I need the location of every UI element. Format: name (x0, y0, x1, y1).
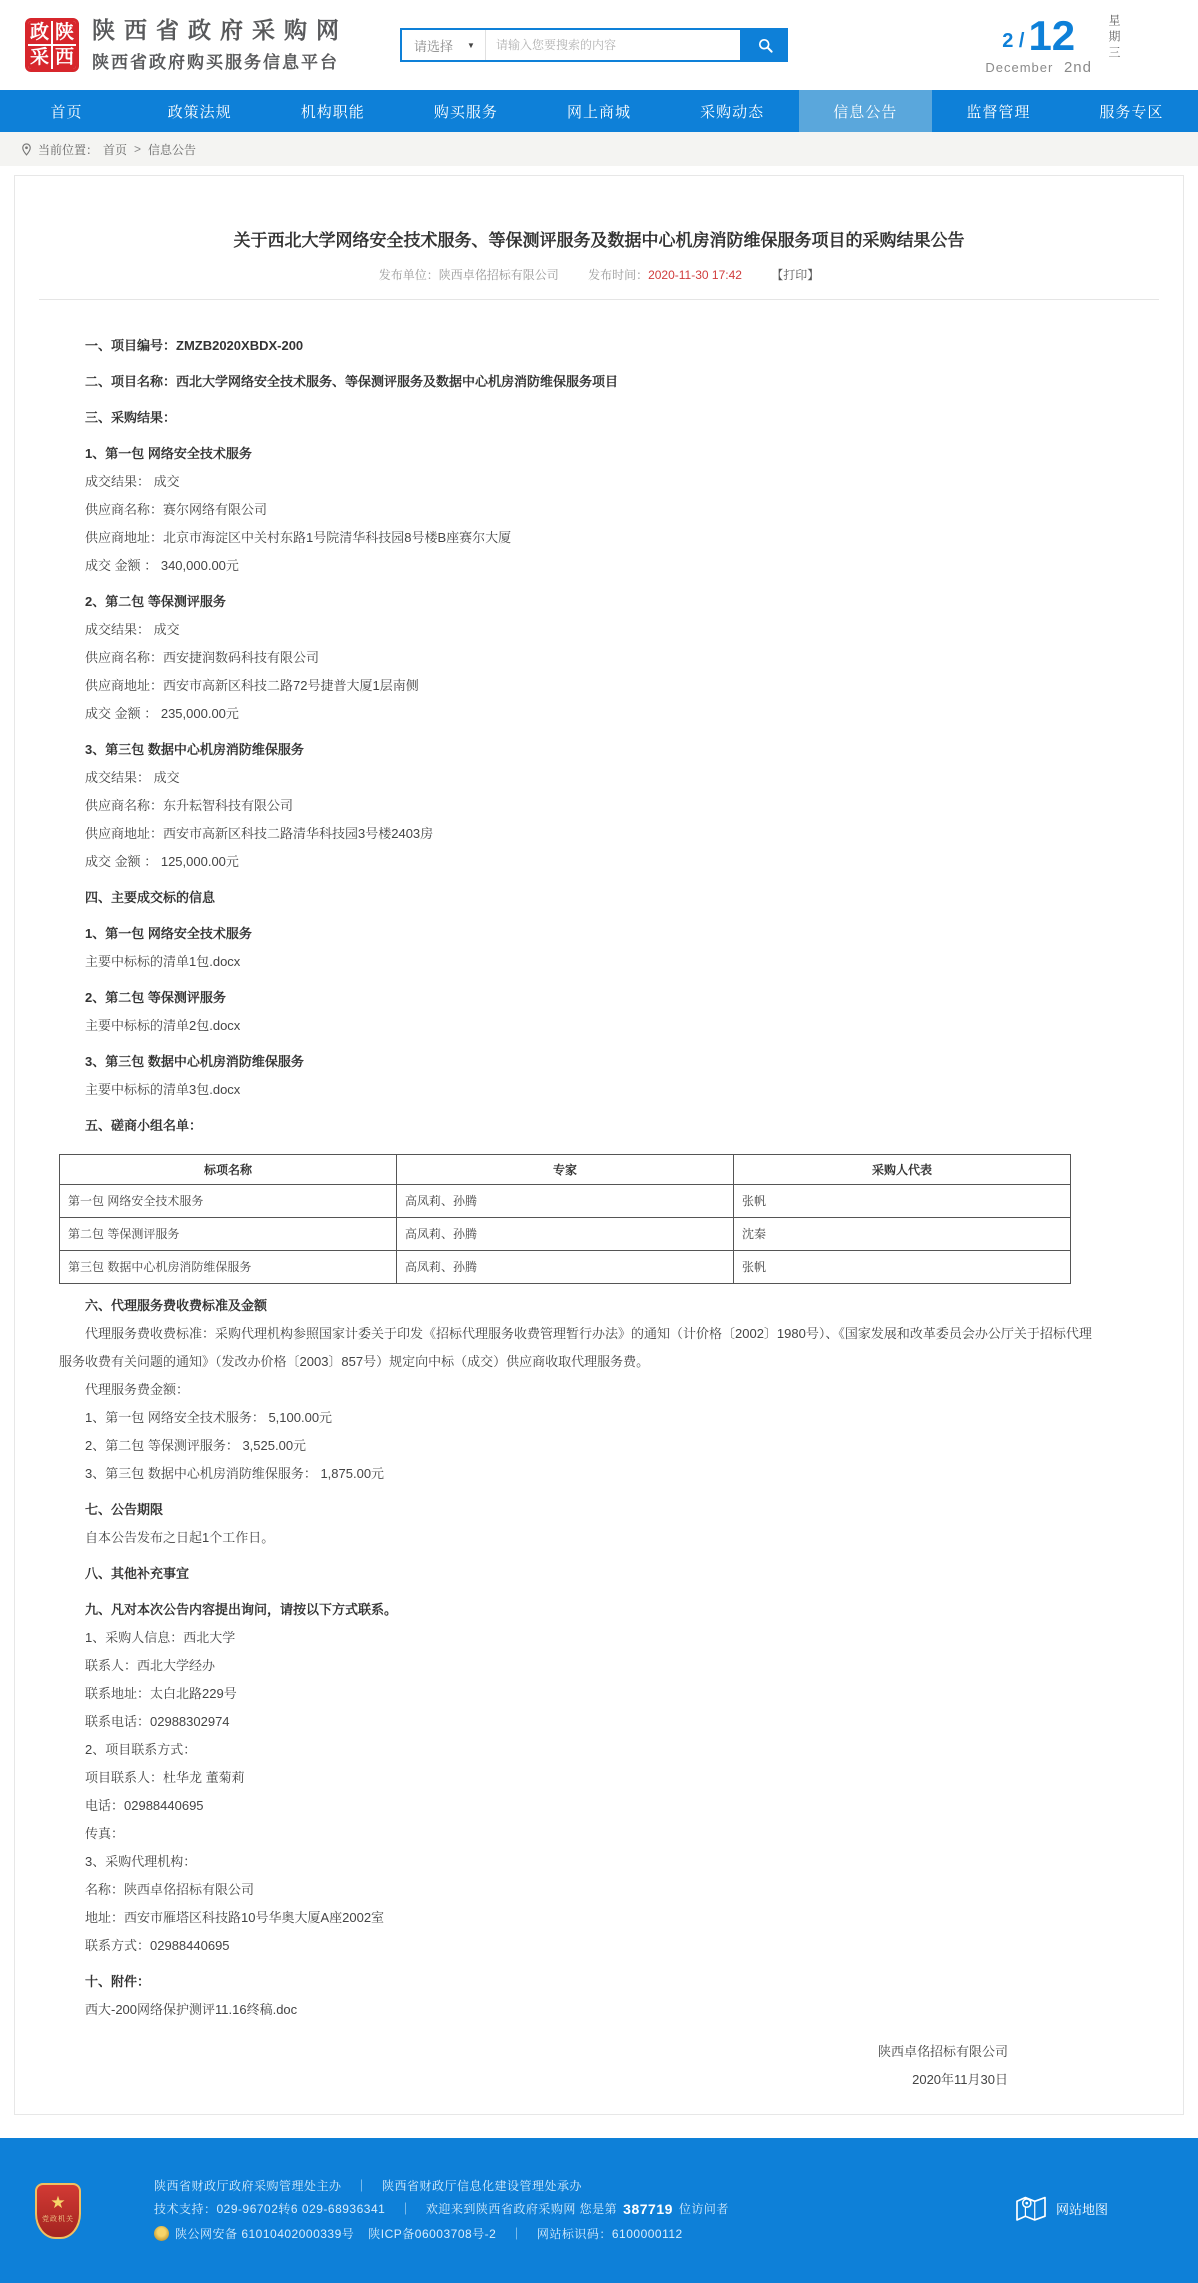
shield-star-icon: ★ (50, 2192, 66, 2212)
date-month-name: December (985, 59, 1054, 75)
table-cell: 高凤莉、孙腾 (397, 1218, 734, 1251)
gov-emblem-logo (35, 2183, 81, 2239)
article-paragraph: 九、凡对本次公告内容提出询问，请按以下方式联系。 (85, 1602, 398, 1618)
search-bar (400, 28, 788, 62)
top-header (0, 0, 1198, 90)
article-paragraph: 供应商名称：赛尔网络有限公司 (85, 502, 268, 518)
table-header-cell: 采购人代表 (734, 1155, 1071, 1185)
article-paragraph: 四、主要成交标的信息 (85, 890, 216, 906)
table-cell: 张帆 (734, 1251, 1071, 1284)
date-month-number: 2 / (1002, 29, 1025, 52)
article-paragraph: 成交 金额 ： 340,000.00元 (85, 558, 239, 574)
table-cell: 张帆 (734, 1185, 1071, 1218)
nav-item-service-zone[interactable]: 服务专区 (1099, 103, 1164, 121)
footer-line-1 (154, 2180, 729, 2192)
article-paragraph: 1、第一包 网络安全技术服务： 5,100.00元 (85, 1410, 333, 1426)
attachment-link[interactable]: 西大-200网络保护测评11.16终稿.doc (85, 2002, 298, 2018)
footer-separator: ｜ (355, 2179, 369, 2194)
article-paragraph: 供应商地址：西安市高新区科技二路清华科技园3号楼2403房 (85, 826, 434, 842)
logo-char: 西 (54, 47, 74, 68)
article-paragraph: 3、采购代理机构： (85, 1854, 197, 1870)
article-paragraph: 联系电话：02988302974 (85, 1714, 230, 1730)
table-row (60, 1251, 1071, 1284)
article-paragraph: 地址：西安市雁塔区科技路10号华奥大厦A座2002室 (85, 1910, 385, 1926)
article-paragraph: 1、第一包 网络安全技术服务 (85, 446, 252, 462)
article-paragraph: 七、公告期限 (85, 1502, 164, 1518)
publish-time-value: 2020-11-30 17:42 (648, 268, 742, 283)
footer-welcome-text: 欢迎来到陕西省政府采购网 您是第 (425, 2202, 618, 2217)
search-icon (757, 37, 774, 54)
search-category-label: 请选择 (414, 38, 454, 54)
table-header-cell: 标项名称 (60, 1155, 397, 1185)
sitemap-icon (1015, 2194, 1047, 2222)
security-badge-icon (154, 2226, 169, 2241)
sitemap-label: 网站地图 (1055, 2201, 1108, 2217)
page-title: 关于西北大学网络安全技术服务、等保测评服务及数据中心机房消防维保服务项目的采购结果公告 (233, 231, 965, 250)
footer-undertaker-link[interactable]: 陕西省财政厅信息化建设管理处承办 (382, 2179, 583, 2194)
footer-visitor-suffix: 位访问者 (678, 2202, 729, 2217)
article-paragraph: 成交 金额 ： 235,000.00元 (85, 706, 239, 722)
article-paragraph: 供应商地址：北京市海淀区中关村东路1号院清华科技园8号楼B座赛尔大厦 (85, 530, 512, 546)
article-paragraph: 成交结果： 成交 (85, 474, 180, 490)
footer-organizer-link[interactable]: 陕西省财政厅政府采购管理处主办 (154, 2179, 342, 2194)
search-category-select[interactable] (402, 30, 486, 60)
article-paragraph: 3、第三包 数据中心机房消防维保服务 (85, 742, 304, 758)
signature-company: 陕西卓佲招标有限公司 (877, 2044, 1008, 2060)
article-paragraph: 代理服务费金额： (85, 1382, 190, 1398)
footer-line-3 (154, 2226, 729, 2241)
footer-separator: ｜ (510, 2226, 523, 2241)
logo-char: 陕 (54, 22, 74, 43)
article-paragraph: 八、其他补充事宜 (85, 1566, 190, 1582)
publish-time-label: 发布时间： (588, 268, 649, 283)
breadcrumb (0, 132, 1198, 166)
table-header-cell: 专家 (397, 1155, 734, 1185)
attachment-link[interactable]: 主要中标标的清单1包.docx (85, 954, 241, 970)
article-paragraph: 2、第二包 等保测评服务 (85, 594, 226, 610)
print-button[interactable]: 【打印】 (771, 268, 820, 283)
date-day-number: 12 (1028, 11, 1076, 59)
nav-item-online-mall[interactable]: 网上商城 (566, 103, 631, 121)
publisher-value: 陕西卓佲招标有限公司 (438, 268, 559, 283)
article-paragraph: 十、附件： (85, 1974, 151, 1990)
footer-site-code: 网站标识码：6100000112 (536, 2226, 683, 2241)
footer-line-2 (154, 2202, 729, 2216)
article-paragraph: 3、第三包 数据中心机房消防维保服务 (85, 1054, 304, 1070)
date-main (985, 11, 1092, 76)
article-paragraph: 电话：02988440695 (85, 1798, 204, 1814)
table-cell: 高凤莉、孙腾 (397, 1251, 734, 1284)
search-button[interactable] (742, 28, 788, 62)
date-weekday: 星期三 (1107, 14, 1121, 62)
article-paragraph: 一、项目编号：ZMZB2020XBDX-200 (85, 338, 304, 354)
article-paragraph: 联系地址：太白北路229号 (85, 1686, 237, 1702)
site-title: 陕西省政府采购网 (92, 17, 348, 44)
breadcrumb-separator: > (134, 142, 142, 156)
site-brand (25, 17, 348, 73)
article-paragraph: 2、第二包 等保测评服务 (85, 990, 226, 1006)
date-widget (985, 11, 1123, 76)
table-row (60, 1185, 1071, 1218)
site-subtitle: 陕西省政府购买服务信息平台 (92, 52, 339, 72)
article-paragraph: 二、项目名称：西北大学网络安全技术服务、等保测评服务及数据中心机房消防维保服务项目 (85, 374, 619, 390)
table-row (60, 1218, 1071, 1251)
publisher-label: 发布单位： (378, 268, 439, 283)
signature-date: 2020年11月30日 (912, 2072, 1008, 2088)
logo-char: 采 (29, 47, 49, 68)
table-cell: 第一包 网络安全技术服务 (60, 1185, 397, 1218)
breadcrumb-home-link[interactable]: 首页 (103, 142, 128, 157)
attachment-link[interactable]: 主要中标标的清单3包.docx (85, 1082, 241, 1098)
article-paragraph: 五、磋商小组名单： (85, 1118, 203, 1134)
visitor-count: 387719 (623, 2201, 673, 2218)
breadcrumb-current-link[interactable]: 信息公告 (148, 142, 197, 157)
committee-table (59, 1154, 1071, 1284)
article-paragraph: 3、第三包 数据中心机房消防维保服务： 1,875.00元 (85, 1466, 385, 1482)
table-cell: 第三包 数据中心机房消防维保服务 (60, 1251, 397, 1284)
search-box (400, 28, 742, 62)
table-header-row (60, 1155, 1071, 1185)
article-sections-after-table (59, 1292, 1093, 2024)
table-cell: 沈秦 (734, 1218, 1071, 1251)
nav-item-announcements[interactable]: 信息公告 (799, 90, 932, 132)
article-paragraph: 成交结果： 成交 (85, 622, 180, 638)
article-paragraph: 供应商名称：西安捷润数码科技有限公司 (85, 650, 320, 666)
nav-item-purchase-services[interactable]: 购买服务 (433, 103, 498, 121)
article-paragraph: 1、第一包 网络安全技术服务 (85, 926, 252, 942)
article-paragraph: 成交结果： 成交 (85, 770, 180, 786)
article-sections-before-table (59, 332, 1093, 1140)
location-pin-icon (20, 143, 33, 156)
nav-item-policy[interactable]: 政策法规 (167, 103, 232, 121)
site-titles (92, 17, 348, 73)
article-paragraph: 名称：陕西卓佲招标有限公司 (85, 1882, 255, 1898)
article-paragraph: 联系方式：02988440695 (85, 1938, 230, 1954)
article-body (15, 300, 1183, 2094)
article-paragraph: 自本公告发布之日起1个工作日。 (85, 1530, 275, 1546)
footer-separator: ｜ (399, 2202, 412, 2217)
table-cell: 高凤莉、孙腾 (397, 1185, 734, 1218)
article-paragraph: 供应商地址：西安市高新区科技二路72号捷普大厦1层南侧 (85, 678, 419, 694)
nav-item-functions[interactable]: 机构职能 (300, 103, 365, 121)
logo-char: 政 (29, 22, 49, 43)
site-logo (25, 18, 79, 72)
article-meta (15, 266, 1183, 283)
nav-item-home[interactable]: 首页 (50, 103, 83, 121)
article-paragraph: 六、代理服务费收费标准及金额 (85, 1298, 268, 1314)
gov-badge-label: 党政机关 (42, 2215, 74, 2223)
footer-tech-support: 技术支持：029-96702转6 029-68936341 (154, 2202, 386, 2217)
article-paragraph: 2、项目联系方式： (85, 1742, 197, 1758)
table-cell: 第二包 等保测评服务 (60, 1218, 397, 1251)
search-input[interactable] (486, 30, 740, 60)
announcement-card (14, 175, 1184, 2115)
article-paragraph: 项目联系人：杜华龙 董菊莉 (85, 1770, 245, 1786)
footer (0, 2138, 1198, 2283)
article-paragraph: 代理服务费收费标准：采购代理机构参照国家计委关于印发《招标代理服务收费管理暂行办法》的通知（计价格〔2002〕1980号）、《国家发展和改革委员会办公厅关于招标代理服务收费有关问题的通知》（发改办价格〔2003〕857号）规定向中标（成交）供应商收取代理服务费。 (59, 1326, 1092, 1370)
article-paragraph: 1、采购人信息：西北大学 (85, 1630, 236, 1646)
attachment-link[interactable]: 主要中标标的清单2包.docx (85, 1018, 241, 1034)
article-paragraph: 传真： (85, 1826, 125, 1842)
nav-item-supervision[interactable]: 监督管理 (966, 103, 1031, 121)
nav-item-procurement-news[interactable]: 采购动态 (700, 103, 765, 121)
signature-block (59, 2038, 1008, 2094)
article-paragraph: 供应商名称：东升耘智科技有限公司 (85, 798, 294, 814)
sitemap-button[interactable] (1015, 2194, 1108, 2222)
footer-info (154, 2170, 729, 2251)
footer-icp-link[interactable]: 陕ICP备06003708号-2 (368, 2226, 497, 2241)
article-paragraph: 三、采购结果： (85, 410, 177, 426)
date-day-ordinal: 2nd (1063, 58, 1092, 76)
article-paragraph: 成交 金额 ： 125,000.00元 (85, 854, 239, 870)
chevron-down-icon: ▼ (467, 40, 475, 50)
breadcrumb-label: 当前位置： (38, 142, 99, 157)
main-nav (0, 90, 1198, 132)
footer-security-record-link[interactable]: 陕公网安备 61010402000339号 (175, 2226, 355, 2241)
article-paragraph: 2、第二包 等保测评服务： 3,525.00元 (85, 1438, 307, 1454)
article-paragraph: 联系人：西北大学经办 (85, 1658, 216, 1674)
